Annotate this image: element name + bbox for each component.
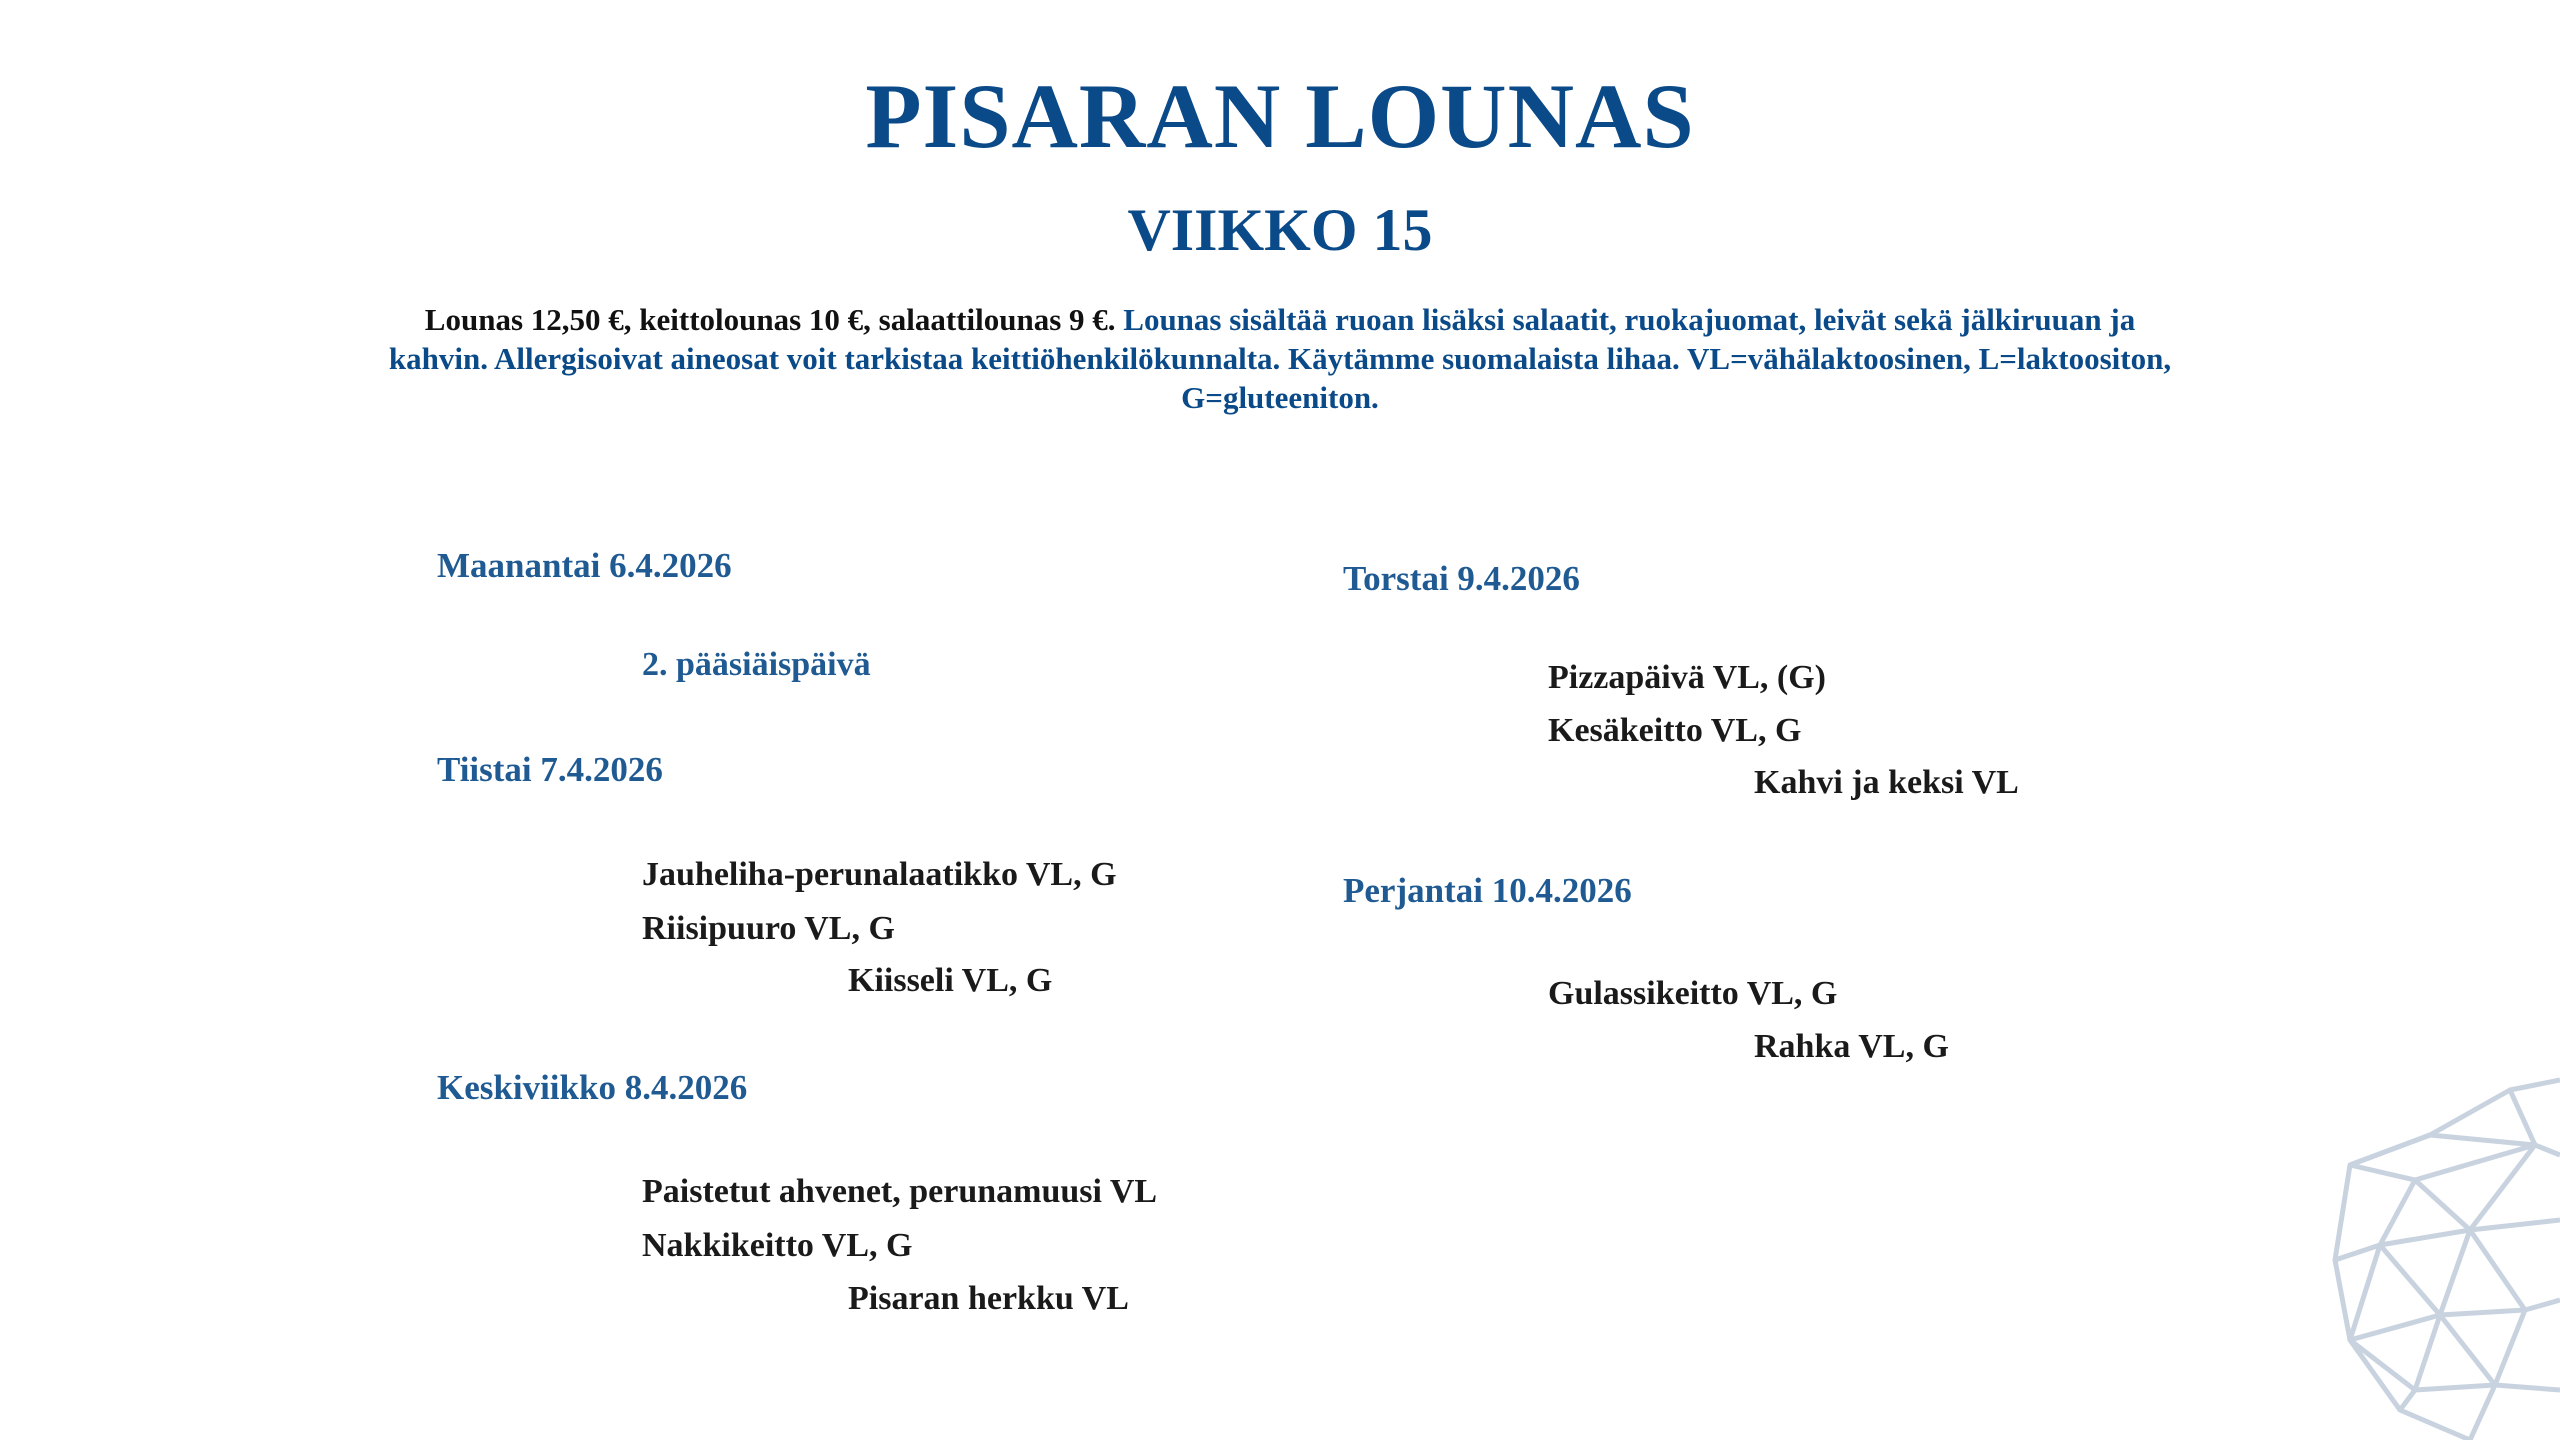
main-dish-tuesday: Jauheliha-perunalaatikko VL, G: [642, 856, 1117, 893]
soup-wednesday: Nakkikeitto VL, G: [642, 1227, 913, 1264]
week-label: VIIKKO 15: [1127, 197, 1433, 263]
intro-text: [380, 300, 2180, 417]
day-heading-thursday: Torstai 9.4.2026: [1343, 559, 1580, 598]
day-heading-wednesday: Keskiviikko 8.4.2026: [437, 1068, 748, 1107]
dessert-friday: Rahka VL, G: [1754, 1028, 1949, 1065]
price-info: Lounas 12,50 €, keittolounas 10 €, salaattilounas 9 €.: [424, 302, 1116, 337]
main-dish-wednesday: Paistetut ahvenet, perunamuusi VL: [642, 1173, 1158, 1210]
dessert-thursday: Kahvi ja keksi VL: [1754, 764, 2019, 801]
dessert-tuesday: Kiisseli VL, G: [848, 962, 1053, 999]
main-dish-thursday: Pizzapäivä VL, (G): [1548, 659, 1826, 696]
holiday-note-monday: 2. pääsiäispäivä: [642, 646, 871, 683]
soup-thursday: Kesäkeitto VL, G: [1548, 712, 1802, 749]
day-heading-monday: Maanantai 6.4.2026: [437, 546, 732, 585]
dessert-wednesday: Pisaran herkku VL: [848, 1280, 1129, 1317]
page-title: PISARAN LOUNAS: [865, 65, 1695, 167]
main-dish-friday: Gulassikeitto VL, G: [1548, 975, 1838, 1012]
soup-tuesday: Riisipuuro VL, G: [642, 910, 895, 947]
droplet-decoration-icon: [2320, 1070, 2560, 1440]
day-heading-friday: Perjantai 10.4.2026: [1343, 871, 1632, 910]
day-heading-tuesday: Tiistai 7.4.2026: [437, 750, 663, 789]
lunch-info: Lounas sisältää ruoan lisäksi salaatit, ruokajuomat, leivät sekä jälkiruuan ja kahvin. Allergisoivat aineosat voit tarkistaa keittiöhenkilökunnalta. Käytämme suomalaista lihaa. VL=vähälaktoosinen, L=laktoositon, G=gluteeniton.: [388, 302, 2172, 415]
